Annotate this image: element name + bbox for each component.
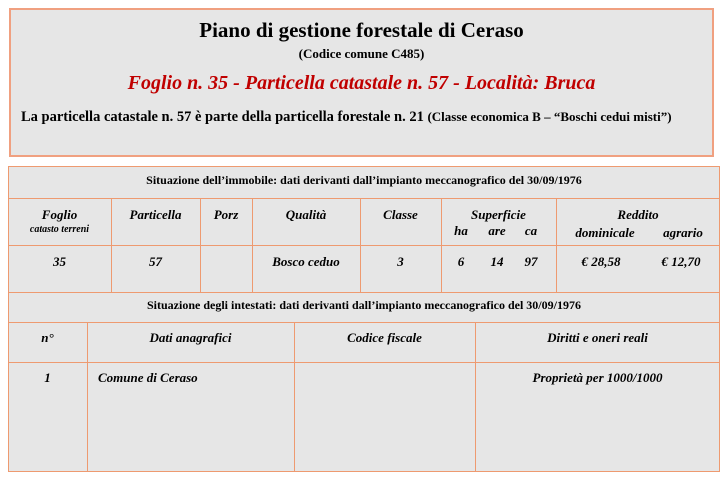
col-particella: Particella — [129, 207, 182, 222]
col-porz: Porz — [213, 207, 239, 222]
property-section-title: Situazione dell’immobile: dati derivanti dall’impianto meccanografico del 30/09/1976 — [146, 173, 582, 187]
col-reddito: Reddito — [617, 207, 659, 222]
col-sup-ca: ca — [524, 223, 538, 238]
col-reddito-dominicale: dominicale — [575, 225, 635, 240]
cell-n: 1 — [44, 370, 51, 385]
cell-qualita: Bosco ceduo — [272, 254, 340, 269]
cell-classe: 3 — [397, 254, 404, 269]
col-foglio-note: catasto terreni — [29, 224, 90, 235]
cadastral-table — [8, 166, 720, 472]
col-dati-anagrafici: Dati anagrafici — [149, 330, 232, 345]
municipality-code: (Codice comune C485) — [298, 46, 425, 61]
plan-title: Piano di gestione forestale di Ceraso — [199, 18, 524, 42]
description-class: (Classe economica B – “Boschi cedui misti”) — [427, 109, 672, 124]
col-reddito-agrario: agrario — [663, 225, 703, 240]
cell-foglio: 35 — [53, 254, 66, 269]
col-foglio: Foglio — [41, 207, 78, 222]
col-sup-are: are — [488, 223, 506, 238]
document-header — [9, 8, 714, 157]
col-codice-fiscale: Codice fiscale — [347, 330, 422, 345]
cell-diritti: Proprietà per 1000/1000 — [532, 370, 663, 385]
description-main: La particella catastale n. 57 è parte della particella forestale n. 21 — [21, 109, 428, 125]
cell-dati-anagrafici: Comune di Ceraso — [98, 370, 198, 385]
col-superficie: Superficie — [471, 207, 526, 222]
cell-particella: 57 — [149, 254, 162, 269]
owners-section-title: Situazione degli intestati: dati derivanti dall’impianto meccanografico del 30/09/1976 — [147, 298, 581, 312]
cell-agrario: € 12,70 — [661, 254, 701, 269]
col-diritti: Diritti e oneri reali — [547, 330, 648, 345]
parcel-description — [21, 107, 702, 127]
cell-ha: 6 — [457, 254, 465, 269]
parcel-heading: Foglio n. 35 - Particella catastale n. 57 - Località: Bruca — [127, 72, 596, 94]
col-sup-ha: ha — [454, 223, 468, 238]
cell-are: 14 — [490, 254, 504, 269]
cell-dominicale: € 28,58 — [581, 254, 621, 269]
col-n: n° — [41, 330, 54, 345]
col-classe: Classe — [383, 207, 418, 222]
col-qualita: Qualità — [285, 207, 327, 222]
cell-ca: 97 — [524, 254, 538, 269]
